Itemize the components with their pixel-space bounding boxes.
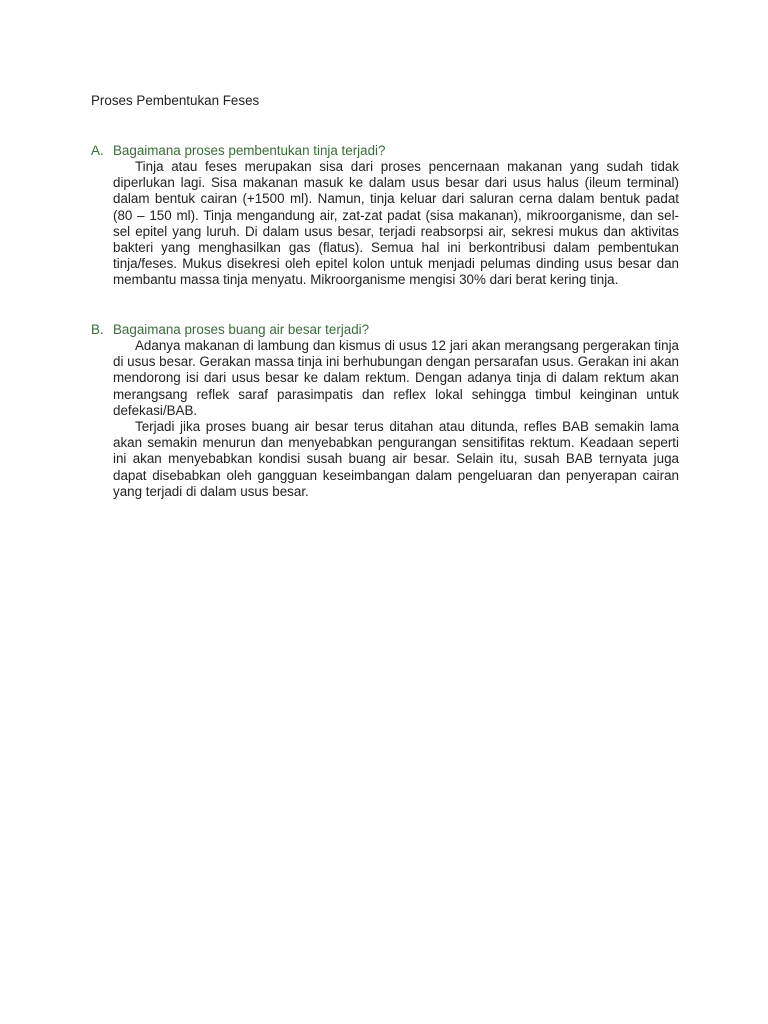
paragraph: Terjadi jika proses buang air besar terus ditahan atau ditunda, refles BAB semakin lama akan semakin menurun dan menyebabkan pengurangan sensitifitas rektum. Keadaan seperti ini akan menyebabkan kondisi susah buang air besar. Selain itu, susah BAB ternyata juga dapat disebabkan oleh gangguan keseimbangan dalam pengeluaran dan penyerapan cairan yang terjadi di dalam usus besar. <box>113 419 679 499</box>
paragraph: Adanya makanan di lambung dan kismus di usus 12 jari akan merangsang pergerakan tinja di usus besar. Gerakan massa tinja ini berhubungan dengan persarafan usus. Gerakan ini akan mendorong isi dari usus besar ke dalam rektum. Dengan adanya tinja di dalam rektum akan merangsang reflek saraf parasimpatis dan reflex lokal sehingga timbul keinginan untuk defekasi/BAB. <box>113 338 679 418</box>
section-a <box>91 143 679 289</box>
paragraph: Tinja atau feses merupakan sisa dari proses pencernaan makanan yang sudah tidak diperlukan lagi. Sisa makanan masuk ke dalam usus besar dari usus halus (ileum terminal) dalam bentuk cairan (+1500 ml). Namun, tinja keluar dari saluran cerna dalam bentuk padat (80 – 150 ml). Tinja mengandung air, zat-zat padat (sisa makanan), mikroorganisme, dan sel-sel epitel yang luruh. Di dalam usus besar, terjadi reabsorpsi air, sekresi mukus dan aktivitas bakteri yang menghasilkan gas (flatus). Semua hal ini berkontribusi dalam pembentukan tinja/feses. Mukus disekresi oleh epitel kolon untuk menjadi pelumas dinding usus besar dan membantu massa tinja menyatu. Mikroorganisme mengisi 30% dari berat kering tinja. <box>113 159 679 288</box>
section-heading-text: Bagaimana proses pembentukan tinja terjadi? <box>113 143 386 158</box>
list-marker: B. <box>91 322 104 337</box>
section-heading <box>91 322 679 338</box>
section-heading <box>91 143 679 159</box>
section-b <box>91 322 679 500</box>
list-marker: A. <box>91 143 104 158</box>
document-title: Proses Pembentukan Feses <box>91 93 260 108</box>
section-heading-text: Bagaimana proses buang air besar terjadi? <box>113 322 370 337</box>
